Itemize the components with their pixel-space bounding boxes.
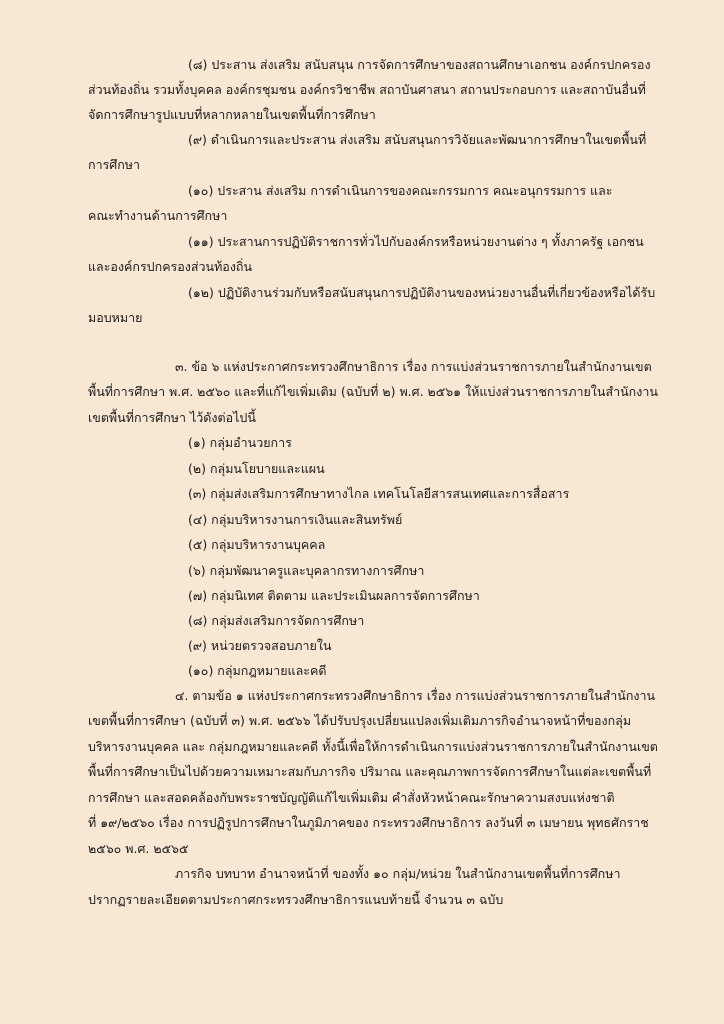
list-item: (๙) หน่วยตรวจสอบภายใน <box>188 638 332 653</box>
text-line: ส่วนท้องถิ่น รวมทั้งบุคคล องค์กรชุมชน องค์กรวิชาชีพ สถาบันศาสนา สถานประกอบการ และสถาบันอื่นที่ <box>88 82 646 97</box>
text-line: มอบหมาย <box>88 310 143 325</box>
text-line: ๒๕๖๐ พ.ศ. ๒๕๖๕ <box>88 841 189 856</box>
text-line: (๘) ประสาน ส่งเสริม สนับสนุน การจัดการศึกษาของสถานศึกษาเอกชน องค์กรปกครอง <box>188 57 651 72</box>
text-line: ๔. ตามข้อ ๑ แห่งประกาศกระทรวงศึกษาธิการ เรื่อง การแบ่งส่วนราชการภายในสำนักงาน <box>175 688 656 703</box>
text-line: การศึกษา และสอดคล้องกับพระราชบัญญัติแก้ไขเพิ่มเติม คำสั่งหัวหน้าคณะรักษาความสงบแห่งชาติ <box>88 790 615 805</box>
text-line: พื้นที่การศึกษา พ.ศ. ๒๕๖๐ และที่แก้ไขเพิ่มเติม (ฉบับที่ ๒) พ.ศ. ๒๕๖๑ ให้แบ่งส่วนราชการภายในสำนักงาน <box>88 384 658 399</box>
text-line: ภารกิจ บทบาท อำนาจหน้าที่ ของทั้ง ๑๐ กลุ่ม/หน่วย ในสำนักงานเขตพื้นที่การศึกษา <box>175 866 621 881</box>
list-item: (๒) กลุ่มนโยบายและแผน <box>188 461 325 476</box>
list-item: (๕) กลุ่มบริหารงานบุคคล <box>188 537 326 552</box>
text-line: ที่ ๑๙/๒๕๖๐ เรื่อง การปฏิรูปการศึกษาในภูมิภาคของ กระทรวงศึกษาธิการ ลงวันที่ ๓ เมษายน พุทธศักราช <box>88 815 649 830</box>
list-item: (๘) กลุ่มส่งเสริมการจัดการศึกษา <box>188 613 365 628</box>
list-item: (๖) กลุ่มพัฒนาครูและบุคลากรทางการศึกษา <box>188 563 425 578</box>
text-line: เขตพื้นที่การศึกษา ไว้ดังต่อไปนี้ <box>88 410 256 425</box>
list-item: (๑๐) กลุ่มกฎหมายและคดี <box>188 663 327 678</box>
text-line: จัดการศึกษารูปแบบที่หลากหลายในเขตพื้นที่การศึกษา <box>88 107 376 122</box>
text-line: ๓. ข้อ ๖ แห่งประกาศกระทรวงศึกษาธิการ เรื่อง การแบ่งส่วนราชการภายในสำนักงานเขต <box>175 359 652 374</box>
text-line: และองค์กรปกครองส่วนท้องถิ่น <box>88 259 253 274</box>
text-line: คณะทำงานด้านการศึกษา <box>88 208 228 223</box>
list-item: (๔) กลุ่มบริหารงานการเงินและสินทรัพย์ <box>188 512 403 527</box>
list-item: (๑) กลุ่มอำนวยการ <box>188 435 292 450</box>
text-line: การศึกษา <box>88 157 141 172</box>
text-line: บริหารงานบุคคล และ กลุ่มกฎหมายและคดี ทั้งนี้เพื่อให้การดำเนินการแบ่งส่วนราชการภายในสำนักงานเขต <box>88 739 658 754</box>
text-line: เขตพื้นที่การศึกษา (ฉบับที่ ๓) พ.ศ. ๒๕๖๖ ได้ปรับปรุงเปลี่ยนแปลงเพิ่มเติมภารกิจอำนาจหน้าที่ของกลุ่ม <box>88 713 632 728</box>
text-line: (๑๐) ประสาน ส่งเสริม การดำเนินการของคณะกรรมการ คณะอนุกรรมการ และ <box>188 183 613 198</box>
list-item: (๓) กลุ่มส่งเสริมการศึกษาทางไกล เทคโนโลยีสารสนเทศและการสื่อสาร <box>188 486 570 501</box>
text-line: (๑๑) ประสานการปฏิบัติราชการทั่วไปกับองค์กรหรือหน่วยงานต่าง ๆ ทั้งภาครัฐ เอกชน <box>188 234 644 249</box>
text-line: (๙) ดำเนินการและประสาน ส่งเสริม สนับสนุนการวิจัยและพัฒนาการศึกษาในเขตพื้นที่ <box>188 132 647 147</box>
list-item: (๗) กลุ่มนิเทศ ติดตาม และประเมินผลการจัดการศึกษา <box>188 588 480 603</box>
text-line: พื้นที่การศึกษาเป็นไปด้วยความเหมาะสมกับภารกิจ ปริมาณ และคุณภาพการจัดการศึกษาในแต่ละเขตพื้นที่ <box>88 764 652 779</box>
text-line: ปรากฏรายละเอียดตามประกาศกระทรวงศึกษาธิการแนบท้ายนี้ จำนวน ๓ ฉบับ <box>88 892 504 907</box>
text-line: (๑๒) ปฏิบัติงานร่วมกับหรือสนับสนุนการปฏิบัติงานของหน่วยงานอื่นที่เกี่ยวข้องหรือได้รับ <box>188 285 656 300</box>
